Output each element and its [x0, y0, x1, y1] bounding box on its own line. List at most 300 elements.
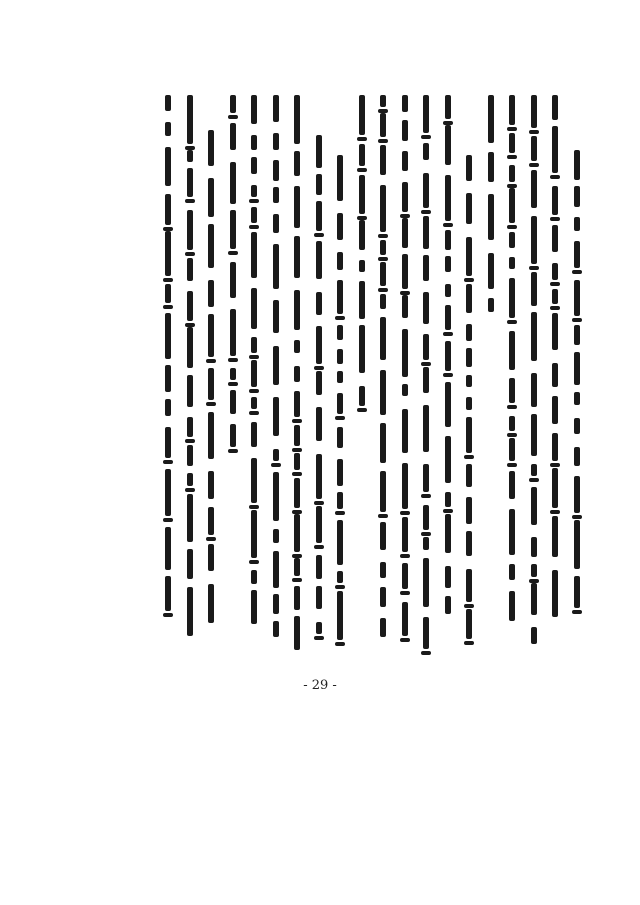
- glyph-stroke: [165, 576, 171, 611]
- glyph-mark: [507, 433, 517, 437]
- glyph-stroke: [337, 213, 343, 240]
- glyph-mark: [335, 585, 345, 589]
- glyph-mark: [249, 560, 259, 564]
- glyph-stroke: [251, 397, 257, 409]
- glyph-stroke: [466, 609, 472, 639]
- glyph-stroke: [423, 464, 429, 492]
- glyph-stroke: [316, 174, 322, 195]
- glyph-stroke: [552, 433, 558, 461]
- glyph-stroke: [574, 186, 580, 207]
- glyph-mark: [400, 638, 410, 642]
- glyph-mark: [507, 127, 517, 131]
- glyph-stroke: [574, 392, 580, 405]
- glyph-stroke: [423, 617, 429, 649]
- glyph-stroke: [509, 378, 515, 403]
- text-column: [332, 95, 348, 655]
- text-column: [440, 95, 456, 655]
- glyph-stroke: [574, 325, 580, 345]
- glyph-mark: [507, 225, 517, 229]
- glyph-stroke: [531, 487, 537, 525]
- glyph-mark: [550, 217, 560, 221]
- glyph-stroke: [402, 218, 408, 248]
- glyph-stroke: [380, 618, 386, 637]
- glyph-stroke: [402, 409, 408, 453]
- glyph-mark: [292, 448, 302, 452]
- glyph-stroke: [337, 520, 343, 565]
- glyph-stroke: [445, 341, 451, 371]
- glyph-stroke: [552, 570, 558, 617]
- glyph-stroke: [531, 312, 537, 361]
- glyph-stroke: [402, 95, 408, 112]
- glyph-stroke: [488, 298, 494, 312]
- glyph-stroke: [574, 150, 580, 180]
- glyph-stroke: [423, 143, 429, 160]
- glyph-mark: [292, 472, 302, 476]
- glyph-mark: [314, 501, 324, 505]
- glyph-stroke: [531, 583, 537, 615]
- glyph-stroke: [574, 447, 580, 466]
- glyph-mark: [228, 382, 238, 386]
- glyph-mark: [550, 175, 560, 179]
- glyph-stroke: [466, 324, 472, 341]
- glyph-mark: [400, 511, 410, 515]
- glyph-stroke: [294, 290, 300, 330]
- glyph-mark: [400, 554, 410, 558]
- glyph-mark: [507, 155, 517, 159]
- glyph-stroke: [187, 291, 193, 321]
- text-column: [483, 95, 499, 655]
- text-column: [311, 95, 327, 655]
- glyph-stroke: [445, 514, 451, 553]
- glyph-stroke: [273, 187, 279, 203]
- glyph-stroke: [380, 240, 386, 255]
- glyph-stroke: [316, 326, 322, 364]
- glyph-stroke: [509, 416, 515, 431]
- glyph-stroke: [552, 396, 558, 424]
- glyph-stroke: [251, 458, 257, 503]
- text-column: [375, 95, 391, 655]
- glyph-stroke: [402, 384, 408, 396]
- glyph-stroke: [230, 390, 236, 414]
- glyph-stroke: [337, 459, 343, 486]
- glyph-stroke: [552, 468, 558, 508]
- glyph-mark: [314, 636, 324, 640]
- glyph-stroke: [165, 284, 171, 303]
- glyph-stroke: [230, 95, 236, 113]
- glyph-stroke: [230, 162, 236, 204]
- glyph-stroke: [187, 375, 193, 407]
- glyph-stroke: [187, 258, 193, 281]
- glyph-mark: [335, 511, 345, 515]
- glyph-stroke: [531, 272, 537, 306]
- glyph-mark: [550, 306, 560, 310]
- glyph-mark: [163, 460, 173, 464]
- glyph-stroke: [337, 371, 343, 383]
- glyph-stroke: [402, 563, 408, 589]
- glyph-stroke: [294, 186, 300, 228]
- glyph-stroke: [402, 120, 408, 141]
- glyph-stroke: [552, 263, 558, 280]
- glyph-stroke: [509, 95, 515, 125]
- glyph-stroke: [574, 418, 580, 434]
- glyph-stroke: [273, 397, 279, 436]
- glyph-mark: [163, 305, 173, 309]
- glyph-stroke: [273, 529, 279, 543]
- glyph-stroke: [165, 427, 171, 458]
- glyph-stroke: [574, 241, 580, 268]
- glyph-stroke: [337, 280, 343, 314]
- glyph-mark: [421, 532, 431, 536]
- glyph-stroke: [423, 173, 429, 208]
- glyph-stroke: [208, 471, 214, 499]
- glyph-stroke: [165, 194, 171, 225]
- glyph-stroke: [402, 602, 408, 636]
- glyph-stroke: [230, 309, 236, 356]
- glyph-stroke: [445, 566, 451, 588]
- text-column: [526, 95, 542, 655]
- glyph-mark: [185, 252, 195, 256]
- glyph-mark: [421, 362, 431, 366]
- text-column: [418, 95, 434, 655]
- glyph-stroke: [488, 152, 494, 182]
- glyph-stroke: [466, 237, 472, 276]
- glyph-stroke: [445, 175, 451, 221]
- glyph-stroke: [402, 151, 408, 171]
- glyph-stroke: [531, 564, 537, 577]
- glyph-stroke: [466, 348, 472, 367]
- glyph-stroke: [165, 231, 171, 276]
- glyph-stroke: [337, 571, 343, 583]
- glyph-stroke: [273, 244, 279, 289]
- glyph-stroke: [509, 165, 515, 182]
- glyph-stroke: [359, 386, 365, 406]
- glyph-stroke: [445, 305, 451, 330]
- glyph-stroke: [466, 417, 472, 453]
- glyph-mark: [507, 463, 517, 467]
- glyph-mark: [249, 411, 259, 415]
- glyph-mark: [185, 488, 195, 492]
- glyph-stroke: [359, 144, 365, 166]
- glyph-stroke: [230, 123, 236, 150]
- glyph-stroke: [402, 295, 408, 318]
- glyph-mark: [314, 545, 324, 549]
- glyph-stroke: [294, 558, 300, 576]
- glyph-stroke: [294, 478, 300, 508]
- glyph-stroke: [208, 130, 214, 166]
- glyph-stroke: [187, 549, 193, 579]
- glyph-mark: [421, 651, 431, 655]
- glyph-stroke: [316, 135, 322, 168]
- glyph-stroke: [466, 155, 472, 181]
- glyph-stroke: [509, 438, 515, 461]
- glyph-stroke: [165, 122, 171, 136]
- glyph-stroke: [380, 562, 386, 578]
- glyph-stroke: [165, 313, 171, 359]
- glyph-mark: [249, 505, 259, 509]
- glyph-stroke: [423, 216, 429, 249]
- glyph-stroke: [552, 186, 558, 215]
- glyph-stroke: [187, 473, 193, 486]
- glyph-mark: [507, 405, 517, 409]
- glyph-stroke: [294, 340, 300, 353]
- glyph-stroke: [273, 300, 279, 333]
- glyph-stroke: [509, 331, 515, 370]
- glyph-stroke: [251, 135, 257, 150]
- glyph-stroke: [187, 445, 193, 466]
- glyph-stroke: [531, 170, 537, 208]
- glyph-stroke: [574, 352, 580, 385]
- glyph-stroke: [574, 476, 580, 513]
- glyph-stroke: [359, 175, 365, 214]
- glyph-mark: [163, 278, 173, 282]
- glyph-stroke: [294, 453, 300, 470]
- glyph-stroke: [509, 591, 515, 621]
- glyph-mark: [378, 234, 388, 238]
- glyph-stroke: [273, 133, 279, 150]
- glyph-stroke: [466, 375, 472, 387]
- glyph-stroke: [294, 366, 300, 382]
- text-column: [504, 95, 520, 655]
- glyph-stroke: [273, 214, 279, 233]
- glyph-stroke: [574, 576, 580, 608]
- glyph-mark: [464, 278, 474, 282]
- glyph-stroke: [509, 133, 515, 153]
- glyph-stroke: [445, 596, 451, 614]
- glyph-stroke: [316, 371, 322, 395]
- glyph-mark: [249, 225, 259, 229]
- glyph-stroke: [273, 449, 279, 461]
- glyph-mark: [529, 130, 539, 134]
- glyph-stroke: [273, 160, 279, 181]
- glyph-mark: [464, 641, 474, 645]
- glyph-stroke: [251, 570, 257, 584]
- glyph-mark: [421, 494, 431, 498]
- glyph-stroke: [488, 194, 494, 240]
- glyph-stroke: [552, 516, 558, 557]
- glyph-stroke: [316, 201, 322, 231]
- glyph-stroke: [531, 464, 537, 476]
- glyph-stroke: [208, 412, 214, 459]
- glyph-stroke: [208, 280, 214, 307]
- glyph-stroke: [208, 314, 214, 357]
- glyph-stroke: [552, 126, 558, 173]
- glyph-mark: [464, 455, 474, 459]
- glyph-stroke: [230, 210, 236, 249]
- glyph-mark: [529, 478, 539, 482]
- glyph-stroke: [251, 510, 257, 558]
- glyph-mark: [292, 419, 302, 423]
- glyph-stroke: [466, 464, 472, 487]
- glyph-stroke: [165, 365, 171, 392]
- glyph-mark: [185, 199, 195, 203]
- glyph-stroke: [574, 520, 580, 569]
- glyph-stroke: [230, 262, 236, 298]
- glyph-stroke: [380, 145, 386, 175]
- glyph-stroke: [251, 360, 257, 387]
- glyph-stroke: [251, 422, 257, 447]
- glyph-stroke: [423, 292, 429, 324]
- glyph-stroke: [316, 454, 322, 499]
- glyph-mark: [572, 610, 582, 614]
- glyph-stroke: [187, 168, 193, 197]
- glyph-stroke: [337, 155, 343, 201]
- glyph-stroke: [488, 95, 494, 143]
- glyph-stroke: [273, 346, 279, 385]
- glyph-stroke: [531, 627, 537, 644]
- glyph-mark: [228, 251, 238, 255]
- glyph-stroke: [445, 436, 451, 483]
- glyph-stroke: [445, 382, 451, 427]
- text-column: [160, 95, 176, 655]
- glyph-mark: [464, 604, 474, 608]
- glyph-stroke: [187, 95, 193, 144]
- glyph-mark: [335, 642, 345, 646]
- glyph-stroke: [273, 594, 279, 614]
- glyph-stroke: [552, 313, 558, 350]
- glyph-stroke: [402, 329, 408, 377]
- glyph-mark: [335, 416, 345, 420]
- glyph-stroke: [531, 95, 537, 128]
- glyph-mark: [249, 389, 259, 393]
- glyph-stroke: [359, 95, 365, 135]
- glyph-stroke: [488, 253, 494, 289]
- glyph-stroke: [337, 393, 343, 414]
- glyph-mark: [357, 137, 367, 141]
- glyph-stroke: [423, 558, 429, 607]
- glyph-stroke: [531, 414, 537, 456]
- text-column: [397, 95, 413, 655]
- glyph-stroke: [316, 622, 322, 634]
- glyph-mark: [443, 373, 453, 377]
- text-column: [461, 95, 477, 655]
- glyph-stroke: [294, 586, 300, 610]
- glyph-stroke: [380, 587, 386, 607]
- glyph-stroke: [531, 136, 537, 161]
- glyph-stroke: [165, 399, 171, 416]
- glyph-stroke: [359, 220, 365, 250]
- glyph-stroke: [552, 363, 558, 387]
- glyph-mark: [443, 223, 453, 227]
- glyph-mark: [357, 408, 367, 412]
- glyph-stroke: [445, 125, 451, 165]
- glyph-stroke: [552, 225, 558, 252]
- glyph-mark: [249, 355, 259, 359]
- glyph-stroke: [187, 587, 193, 636]
- glyph-stroke: [316, 586, 322, 609]
- glyph-stroke: [230, 424, 236, 447]
- glyph-stroke: [509, 471, 515, 499]
- glyph-stroke: [359, 325, 365, 373]
- glyph-mark: [421, 210, 431, 214]
- glyph-stroke: [509, 257, 515, 269]
- glyph-stroke: [187, 417, 193, 437]
- glyph-stroke: [165, 469, 171, 516]
- glyph-stroke: [423, 537, 429, 550]
- glyph-stroke: [273, 95, 279, 122]
- glyph-stroke: [187, 150, 193, 162]
- glyph-mark: [443, 332, 453, 336]
- glyph-stroke: [294, 616, 300, 650]
- glyph-mark: [400, 591, 410, 595]
- glyph-stroke: [294, 425, 300, 446]
- glyph-stroke: [445, 492, 451, 507]
- glyph-stroke: [294, 95, 300, 144]
- glyph-mark: [206, 359, 216, 363]
- glyph-stroke: [423, 367, 429, 393]
- glyph-stroke: [251, 185, 257, 197]
- glyph-mark: [550, 463, 560, 467]
- glyph-stroke: [552, 289, 558, 304]
- text-column: [203, 95, 219, 655]
- glyph-stroke: [466, 193, 472, 224]
- glyph-mark: [507, 320, 517, 324]
- glyph-stroke: [273, 621, 279, 637]
- glyph-stroke: [359, 260, 365, 272]
- glyph-stroke: [251, 157, 257, 174]
- glyph-stroke: [423, 255, 429, 281]
- glyph-stroke: [316, 407, 322, 441]
- text-column: [289, 95, 305, 655]
- glyph-stroke: [337, 492, 343, 509]
- glyph-stroke: [423, 505, 429, 530]
- glyph-mark: [378, 257, 388, 261]
- glyph-mark: [185, 439, 195, 443]
- glyph-stroke: [316, 555, 322, 579]
- text-column: [268, 95, 284, 655]
- glyph-stroke: [165, 147, 171, 186]
- glyph-stroke: [380, 185, 386, 232]
- glyph-stroke: [466, 569, 472, 602]
- glyph-stroke: [531, 216, 537, 264]
- glyph-mark: [163, 613, 173, 617]
- glyph-stroke: [294, 151, 300, 176]
- text-column: [354, 95, 370, 655]
- text-column: [182, 95, 198, 655]
- glyph-mark: [271, 463, 281, 467]
- glyph-stroke: [187, 494, 193, 542]
- glyph-mark: [378, 514, 388, 518]
- glyph-stroke: [208, 507, 214, 535]
- glyph-mark: [572, 318, 582, 322]
- glyph-stroke: [273, 472, 279, 521]
- glyph-mark: [572, 270, 582, 274]
- glyph-stroke: [380, 262, 386, 286]
- glyph-stroke: [316, 506, 322, 543]
- glyph-stroke: [423, 95, 429, 133]
- glyph-stroke: [337, 349, 343, 364]
- glyph-mark: [550, 510, 560, 514]
- glyph-stroke: [208, 368, 214, 400]
- glyph-stroke: [509, 278, 515, 318]
- glyph-stroke: [402, 182, 408, 212]
- glyph-stroke: [552, 95, 558, 120]
- glyph-stroke: [402, 517, 408, 552]
- glyph-stroke: [230, 368, 236, 380]
- glyph-mark: [550, 282, 560, 286]
- glyph-stroke: [165, 95, 171, 111]
- glyph-mark: [206, 537, 216, 541]
- glyph-mark: [421, 135, 431, 139]
- glyph-stroke: [251, 232, 257, 278]
- glyph-mark: [335, 316, 345, 320]
- glyph-mark: [314, 233, 324, 237]
- glyph-stroke: [509, 188, 515, 223]
- vertical-text-body: [160, 95, 590, 655]
- glyph-stroke: [445, 95, 451, 119]
- glyph-stroke: [380, 317, 386, 360]
- glyph-mark: [228, 115, 238, 119]
- glyph-stroke: [380, 294, 386, 309]
